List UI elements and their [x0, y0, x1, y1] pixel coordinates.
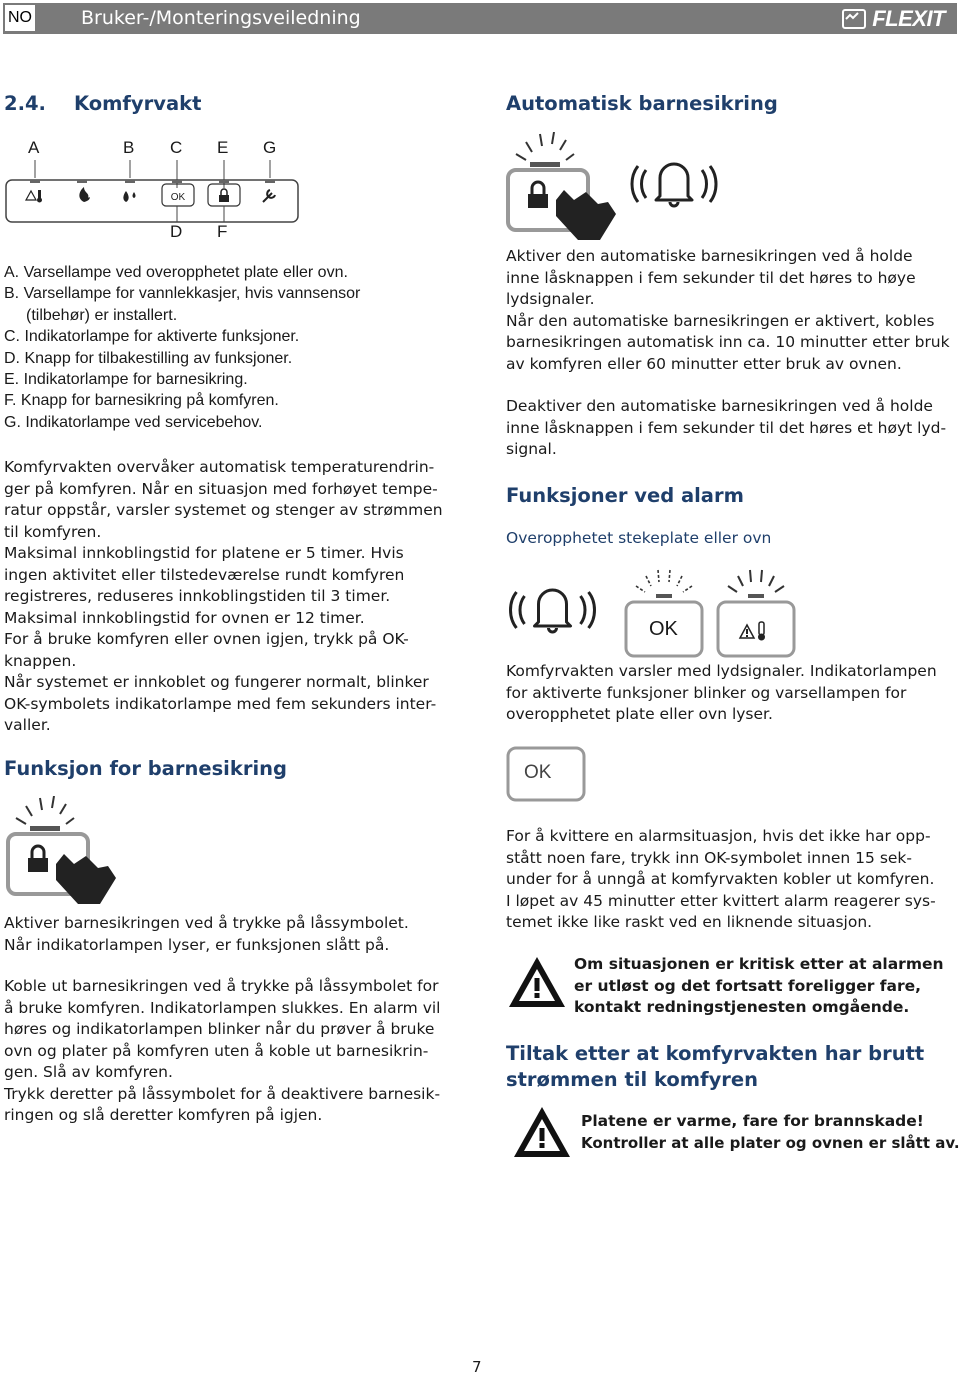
blink-rays-icon: [622, 566, 706, 660]
hot-plate-warning-text: [581, 1111, 959, 1154]
flexit-logo-icon: [842, 9, 866, 29]
child-lock-title: Funksjon for barnesikring: [4, 757, 287, 780]
text-line: Koble ut barnesikringen ved å trykke på låssymbolet for: [4, 977, 439, 995]
text-line: å bruke komfyren. Indikatorlampen slukkes. En alarm vil: [4, 998, 441, 1017]
legend-item-e: E. Indikatorlampe for barnesikring.: [4, 371, 248, 389]
ok-label: OK: [649, 618, 678, 640]
bell-alarm-icon: [624, 152, 724, 216]
legend-item-b: B. Varsellampe for vannlekkasjer, hvis vannsensor: [4, 285, 361, 303]
legend-item-b-cont: (tilbehør) er installert.: [26, 306, 178, 324]
text-line: Trykk deretter på låssymbolet for å deaktivere barnesik-: [4, 1084, 441, 1103]
brand-logo: [842, 7, 945, 30]
text-line: overopphetet plate eller ovn lyser.: [506, 705, 773, 723]
text-line: gen. Slå av komfyren.: [4, 1063, 173, 1081]
text-line: Deaktiver den automatiske barnesikringen ved å holde: [506, 397, 933, 415]
panel-label-g: G: [263, 138, 277, 157]
critical-warning-text: [574, 954, 954, 1019]
text-line: Komfyrvakten overvåker automatisk temperaturendrin-: [4, 458, 435, 476]
text-line: Maksimal innkoblingstid for ovnen er 12 timer.: [4, 608, 365, 627]
text-line: registreres, reduseres innkoblingstiden til 3 timer.: [4, 587, 391, 605]
document-title: Bruker-/Monteringsveiledning: [81, 7, 361, 29]
auto-lock-title: Automatisk barnesikring: [506, 92, 778, 115]
text-line: Når den automatiske barnesikringen er aktivert, kobles: [506, 311, 935, 330]
panel-label-e: E: [217, 138, 229, 157]
text-line: for aktiverte funksjoner blinker og varsellampen for: [506, 683, 907, 702]
child-lock-heading: [4, 757, 287, 781]
intro-paragraph: [4, 457, 456, 737]
action-heading: [506, 1041, 956, 1093]
text-line: under for å unngå at komfyrvakten kobler ut komfyren.: [506, 870, 935, 888]
text-line: kontakt redningstjenesten omgående.: [574, 998, 910, 1016]
panel-label-b: B: [123, 138, 135, 157]
svg-text:OK: OK: [170, 192, 186, 203]
legend-item-g: G. Indikatorlampe ved servicebehov.: [4, 413, 263, 431]
text-line: Aktiver barnesikringen ved å trykke på låssymbolet.: [4, 914, 409, 932]
alarm-title: Funksjoner ved alarm: [506, 484, 744, 507]
text-line: Når indikatorlampen lyser, er funksjonen slått på.: [4, 935, 390, 954]
panel-label-f: F: [217, 222, 228, 241]
alarm-subheading: [506, 528, 956, 550]
legend-item-d: D. Knapp for tilbakestilling av funksjoner.: [4, 349, 293, 367]
text-line: OK-symbolets indikatorlampe med fem sekunders inter-: [4, 694, 437, 713]
bell-alarm-icon-2: [500, 578, 605, 642]
brand-wordmark: FLEXIT: [872, 5, 945, 31]
legend-list: [4, 262, 456, 433]
acknowledge-text: [506, 826, 956, 934]
page-number: 7: [472, 1358, 482, 1376]
text-line: For å kvittere en alarmsituasjon, hvis det ikke har opp-: [506, 827, 931, 845]
child-lock-text-b: [4, 976, 456, 1127]
auto-lock-text-b: [506, 396, 956, 461]
text-line: knappen.: [4, 651, 77, 670]
text-line: ovn og plater på komfyren uten å koble ut barnesikrin-: [4, 1041, 429, 1060]
warning-triangle-icon-2: [510, 1104, 574, 1160]
section-title: Komfyrvakt: [73, 92, 202, 115]
text-line: Komfyrvakten varsler med lydsignaler. Indikatorlampen: [506, 662, 937, 680]
text-line: lydsignaler.: [506, 290, 595, 308]
warning-triangle-icon: [506, 954, 568, 1010]
panel-label-a: A: [28, 138, 40, 157]
action-title-line: strømmen til komfyren: [506, 1068, 759, 1091]
section-number: 2.4.: [4, 92, 46, 115]
child-lock-text-a: [4, 913, 456, 956]
text-line: For å bruke komfyren eller ovnen igjen, trykk på OK-: [4, 630, 409, 648]
action-title-line: Tiltak etter at komfyrvakten har brutt: [506, 1042, 925, 1065]
panel-drawing: [4, 160, 304, 230]
text-line: stått noen fare, trykk inn OK-symbolet innen 15 sek-: [506, 848, 913, 867]
auto-lock-heading: [506, 92, 778, 116]
text-line: inne låsknappen i fem sekunder til det høres et høyt lyd-: [506, 418, 947, 437]
legend-item-c: C. Indikatorlampe for aktiverte funksjoner.: [4, 328, 300, 346]
text-line: I løpet av 45 minutter etter kvittert alarm reagerer sys-: [506, 891, 936, 910]
legend-item-f: F. Knapp for barnesikring på komfyren.: [4, 392, 279, 410]
panel-label-d: D: [170, 222, 183, 241]
ok-button-illustration: [506, 744, 588, 802]
text-line: av komfyren eller 60 minutter etter bruk av ovnen.: [506, 354, 902, 373]
alarm-text: [506, 661, 956, 726]
ok-indicator-blinking: [622, 566, 706, 660]
alarm-heading: [506, 484, 744, 508]
text-line: temet ikke like raskt ved en liknende situasjon.: [506, 913, 873, 931]
text-line: valler.: [4, 716, 51, 734]
text-line: til komfyren.: [4, 522, 102, 541]
alarm-subtitle: Overopphetet stekeplate eller ovn: [506, 529, 772, 547]
text-line: høres og indikatorlampen blinker når du prøver å bruke: [4, 1020, 435, 1038]
text-line: barnesikringen automatisk inn ca. 10 minutter etter bruk: [506, 333, 950, 351]
text-line: Maksimal innkoblingstid for platene er 5 timer. Hvis: [4, 544, 404, 562]
text-line: Platene er varme, fare for brannskade!: [581, 1112, 924, 1130]
text-line: ratur oppstår, varsler systemet og stenger av strømmen: [4, 501, 443, 519]
text-line: ingen aktivitet eller tilstedeværelse rundt komfyren: [4, 565, 405, 584]
language-badge: NO: [5, 5, 35, 31]
overheat-warning-indicator: [714, 566, 798, 660]
lock-press-illustration: [4, 796, 124, 908]
text-line: signal.: [506, 440, 557, 458]
text-line: Aktiver den automatiske barnesikringen ved å holde: [506, 247, 913, 265]
ok-label-2: OK: [524, 762, 552, 783]
auto-lock-press-illustration: [504, 132, 630, 244]
text-line: ringen og slå deretter komfyren på igjen.: [4, 1106, 323, 1124]
auto-lock-text-a: [506, 246, 956, 375]
text-line: ger på komfyren. Når en situasjon med forhøyet tempe-: [4, 479, 438, 498]
page-header: [3, 3, 957, 34]
text-line: Når systemet er innkoblet og fungerer normalt, blinker: [4, 673, 429, 691]
text-line: inne låsknappen i fem sekunder til det høres to høye: [506, 268, 916, 287]
text-line: er utløst og det fortsatt foreligger fare,: [574, 976, 922, 995]
text-line: Om situasjonen er kritisk etter at alarmen: [574, 955, 944, 973]
text-line: Kontroller at alle plater og ovnen er slått av.: [581, 1133, 960, 1152]
control-panel-diagram: [4, 130, 304, 245]
section-heading: [4, 92, 201, 116]
panel-label-c: C: [170, 138, 183, 157]
legend-item-a: A. Varsellampe ved overopphetet plate eller ovn.: [4, 264, 348, 281]
